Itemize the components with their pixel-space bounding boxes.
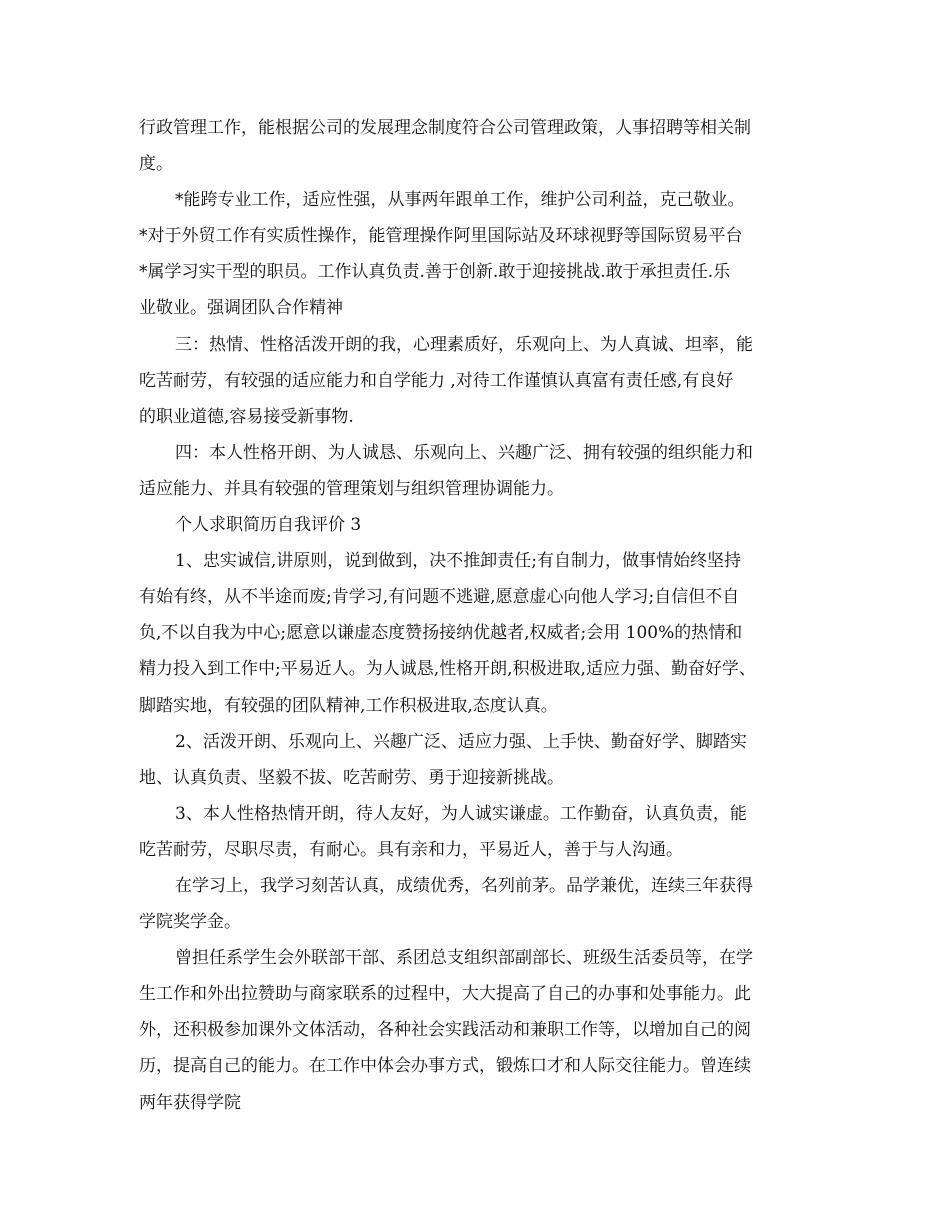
text-line: 精力投入到工作中;平易近人。为人诚恳,性格开朗,积极进取,适应力强、勤奋好学、 bbox=[139, 659, 756, 680]
text-line: 的职业道德,容易接受新事物. bbox=[139, 406, 354, 427]
text-line: 外，还积极参加课外文体活动，各种社会实践活动和兼职工作等，以增加自己的阅 bbox=[139, 1020, 751, 1041]
text-line: *能跨专业工作，适应性强，从事两年跟单工作，维护公司利益，克己敬业。 bbox=[175, 190, 745, 211]
text-line: 在学习上，我学习刻苦认真，成绩优秀，名列前茅。品学兼优，连续三年获得 bbox=[175, 875, 753, 896]
text-line: 度。 bbox=[139, 154, 173, 175]
text-line: 学院奖学金。 bbox=[139, 912, 241, 933]
document-body bbox=[139, 110, 814, 1121]
text-line: 负,不以自我为中心;愿意以谦虚态度赞扬接纳优越者,权威者;会用 100%的热情和 bbox=[139, 623, 743, 644]
text-line: 两年获得学院 bbox=[139, 1092, 241, 1113]
text-line: 曾担任系学生会外联部干部、系团总支组织部副部长、班级生活委员等，在学 bbox=[175, 948, 753, 969]
text-line: 地、认真负责、坚毅不拔、吃苦耐劳、勇于迎接新挑战。 bbox=[139, 767, 564, 788]
text-line: 适应能力、并具有较强的管理策划与组织管理协调能力。 bbox=[139, 478, 564, 499]
text-line: 脚踏实地，有较强的团队精神,工作积极进取,态度认真。 bbox=[139, 695, 558, 716]
text-line: 历，提高自己的能力。在工作中体会办事方式，锻炼口才和人际交往能力。曾连续 bbox=[139, 1056, 751, 1077]
text-line: 四：本人性格开朗、为人诚恳、乐观向上、兴趣广泛、拥有较强的组织能力和 bbox=[175, 442, 753, 463]
text-line: 吃苦耐劳，尽职尽责，有耐心。具有亲和力，平易近人，善于与人沟通。 bbox=[139, 839, 683, 860]
text-line: 1、忠实诚信,讲原则，说到做到，决不推卸责任;有自制力，做事情始终坚持 bbox=[175, 551, 741, 572]
text-line: 行政管理工作，能根据公司的发展理念制度符合公司管理政策，人事招聘等相关制 bbox=[139, 118, 751, 138]
text-line: 业敬业。强调团队合作精神 bbox=[139, 298, 343, 319]
text-line: 2、活泼开朗、乐观向上、兴趣广泛、适应力强、上手快、勤奋好学、脚踏实 bbox=[175, 731, 747, 752]
text-line: 三：热情、性格活泼开朗的我，心理素质好，乐观向上、为人真诚、坦率，能 bbox=[175, 334, 753, 355]
text-line: 吃苦耐劳，有较强的适应能力和自学能力 ,对待工作谨慎认真富有责任感,有良好 bbox=[139, 370, 734, 391]
text-line: *属学习实干型的职员。工作认真负责.善于创新.敢于迎接挑战.敢于承担责任.乐 bbox=[139, 262, 731, 283]
text-line: *对于外贸工作有实质性操作，能管理操作阿里国际站及环球视野等国际贸易平台 bbox=[139, 226, 743, 247]
text-line: 生工作和外出拉赞助与商家联系的过程中，大大提高了自己的办事和处事能力。此 bbox=[139, 984, 751, 1005]
text-line: 个人求职简历自我评价 3 bbox=[175, 515, 362, 536]
text-line: 有始有终，从不半途而废;肯学习,有问题不逃避,愿意虚心向他人学习;自信但不自 bbox=[139, 587, 740, 608]
text-line: 3、本人性格热情开朗，待人友好，为人诚实谦虚。工作勤奋，认真负责，能 bbox=[175, 803, 747, 824]
